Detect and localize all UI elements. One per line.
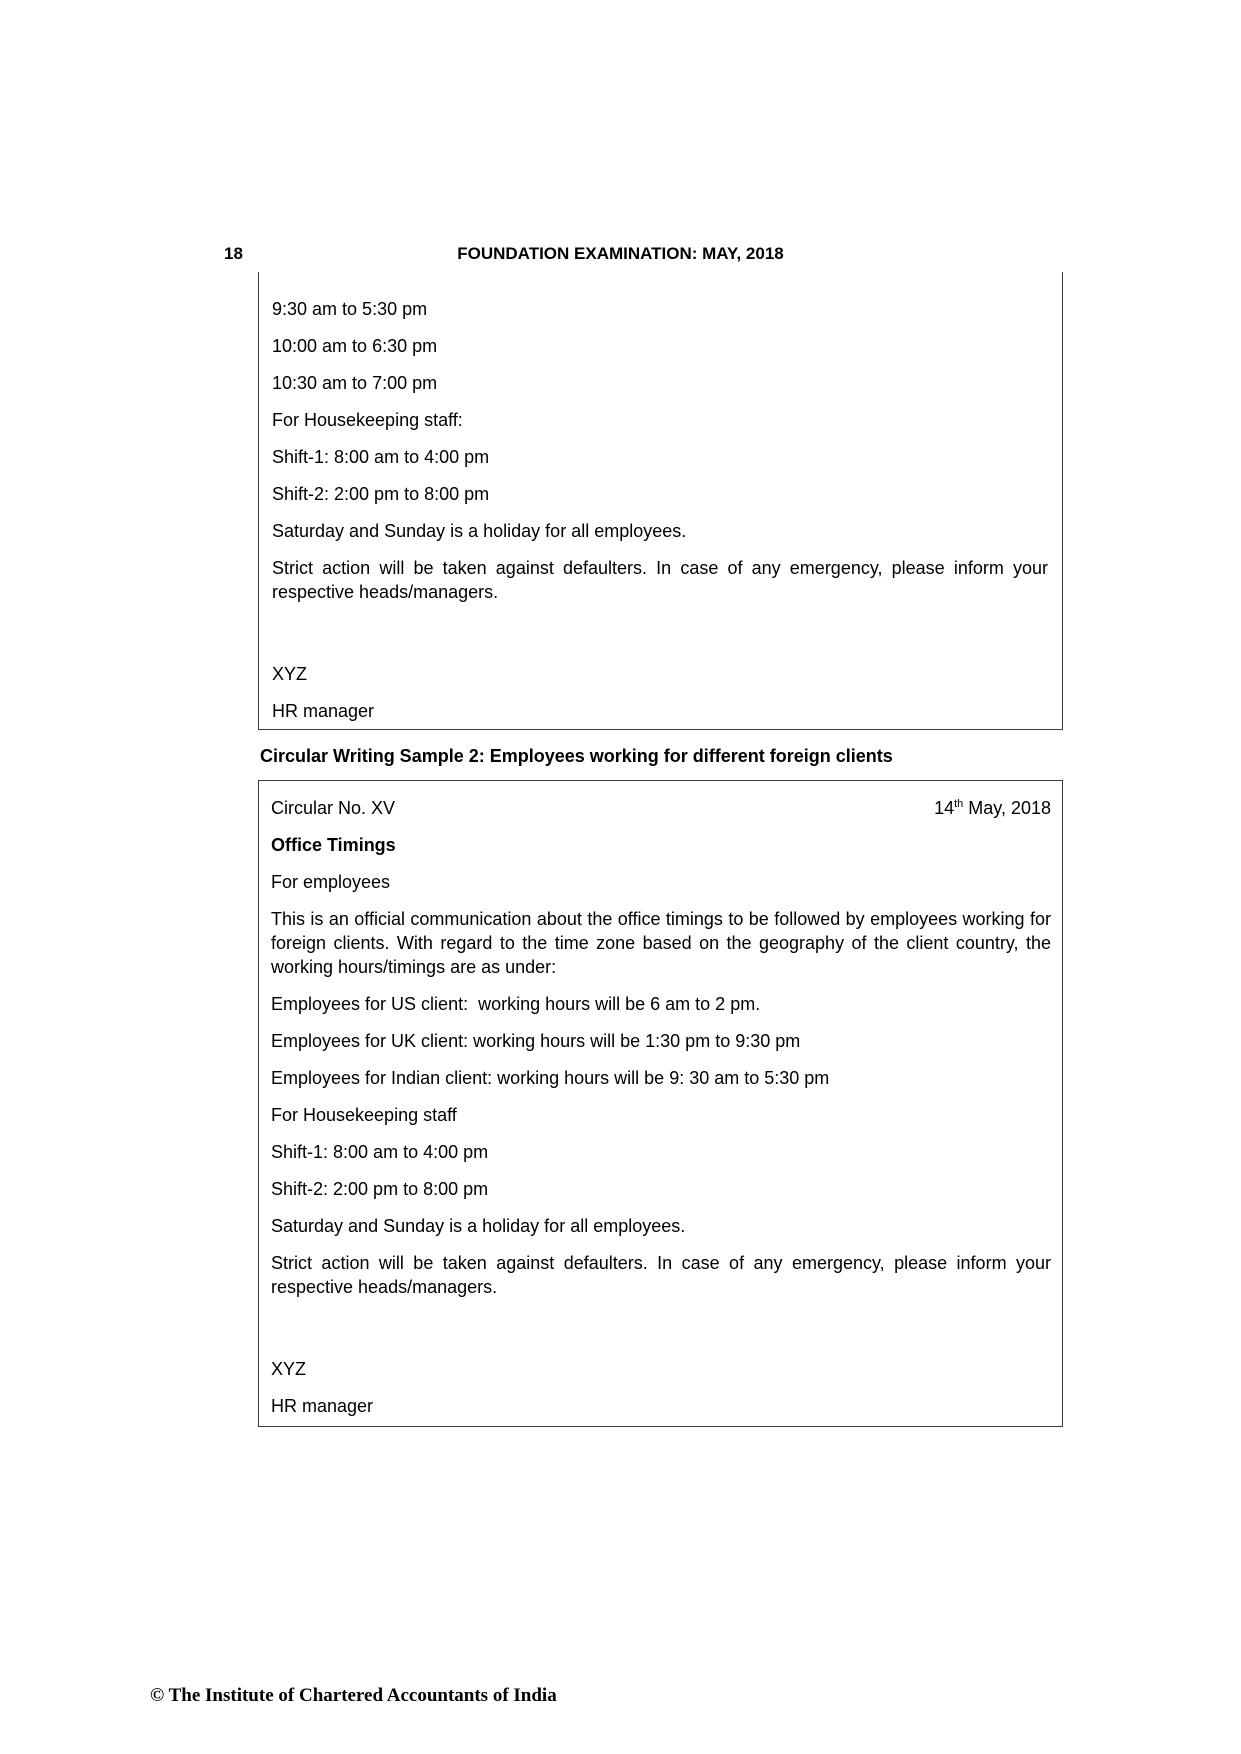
box-line: For Housekeeping staff: — [272, 410, 463, 430]
date-day: 14 — [934, 798, 955, 818]
sample2-lines — [271, 992, 1051, 1238]
box-line: Employees for UK client: working hours will be 1:30 pm to 9:30 pm — [271, 1031, 801, 1051]
box-line: 10:30 am to 7:00 pm — [272, 373, 438, 393]
sample1-box — [258, 272, 1063, 730]
document-body — [258, 272, 1063, 1427]
box-line: Shift-1: 8:00 am to 4:00 pm — [271, 1142, 489, 1162]
box-line: Saturday and Sunday is a holiday for all employees. — [272, 521, 687, 541]
box-line: Employees for US client: working hours will be 6 am to 2 pm. — [271, 994, 761, 1014]
notice-paragraph: Strict action will be taken against defaulters. In case of any emergency, please inform your respective heads/managers. — [271, 1253, 1051, 1297]
sample2-box — [258, 780, 1063, 1427]
signature-gap — [272, 604, 1048, 649]
box-line: Shift-2: 2:00 pm to 8:00 pm — [272, 484, 490, 504]
box-line: 9:30 am to 5:30 pm — [272, 299, 428, 319]
notice-paragraph: Strict action will be taken against defaulters. In case of any emergency, please inform your respective heads/managers. — [272, 558, 1048, 602]
box-line: For Housekeeping staff — [271, 1105, 457, 1125]
box-line: 10:00 am to 6:30 pm — [272, 336, 438, 356]
designation: HR manager — [272, 701, 375, 721]
page-header — [0, 243, 1241, 265]
sample1-lines — [272, 297, 1048, 543]
box-line: Saturday and Sunday is a holiday for all employees. — [271, 1216, 686, 1236]
circular-header-row — [271, 796, 1051, 820]
designation: HR manager — [271, 1396, 374, 1416]
page-number: 18 — [224, 244, 243, 263]
sample2-heading: Circular Writing Sample 2: Employees working for different foreign clients — [260, 746, 893, 766]
date-suffix: th — [954, 798, 964, 810]
box-line: Shift-1: 8:00 am to 4:00 pm — [272, 447, 490, 467]
signature-gap — [271, 1299, 1051, 1344]
signature: XYZ — [271, 1359, 307, 1379]
intro-paragraph: This is an official communication about the office timings to be followed by employees working for foreign clients. With regard to the time zone based on the geography of the client country, the working hours/timings are as under: — [271, 909, 1051, 977]
circular-number: Circular No. XV — [271, 798, 396, 818]
footer-copyright: © The Institute of Chartered Accountants of India — [150, 1685, 557, 1706]
circular-date — [934, 796, 1051, 820]
date-rest: May, 2018 — [963, 798, 1051, 818]
header-title: FOUNDATION EXAMINATION: MAY, 2018 — [457, 244, 784, 263]
salutation: For employees — [271, 872, 391, 892]
office-timings-title: Office Timings — [271, 835, 396, 855]
box-line: Employees for Indian client: working hours will be 9: 30 am to 5:30 pm — [271, 1068, 830, 1088]
signature: XYZ — [272, 664, 308, 684]
box-line: Shift-2: 2:00 pm to 8:00 pm — [271, 1179, 489, 1199]
